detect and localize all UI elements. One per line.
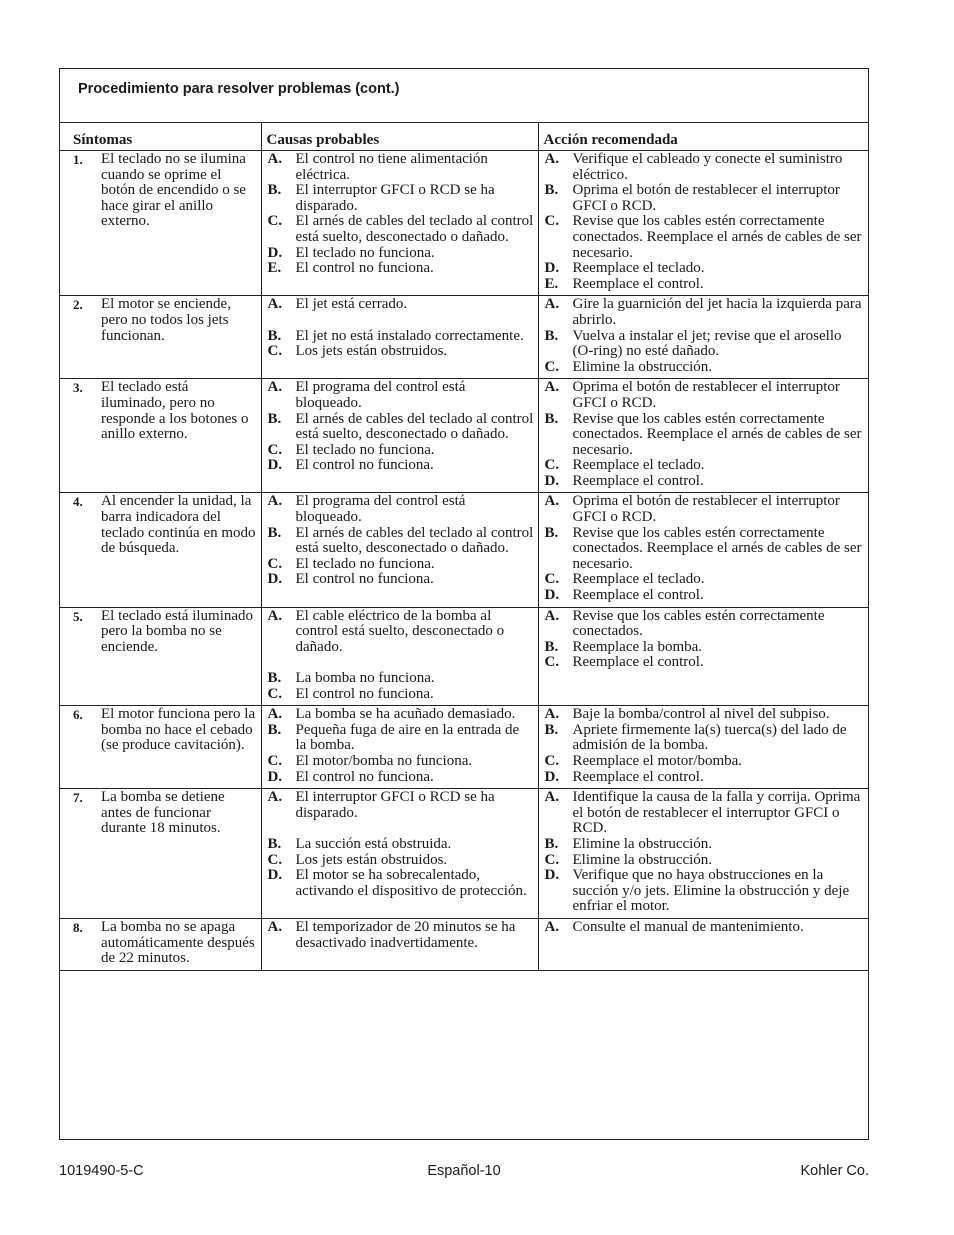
item-text: El teclado no funciona. xyxy=(295,555,435,572)
item-letter: A. xyxy=(267,607,283,624)
action-item xyxy=(545,790,865,837)
item-text: El cable eléctrico de la bomba al control está suelto, desconectado o dañado. xyxy=(295,607,505,655)
cause-item xyxy=(268,494,534,525)
cause-item xyxy=(268,868,534,899)
action-item xyxy=(545,920,865,936)
item-letter: A. xyxy=(544,607,560,624)
action-cell xyxy=(538,493,868,607)
item-text: Pequeña fuga de aire en la entrada de la bomba. xyxy=(295,721,520,754)
item-text: Oprima el botón de restablecer el interruptor GFCI o RCD. xyxy=(572,379,840,411)
symptom-text: El teclado está iluminado, pero no responde a los botones o anillo externo. xyxy=(101,379,249,443)
item-text: El control no funciona. xyxy=(295,768,434,785)
item-text: Los jets están obstruidos. xyxy=(295,343,448,360)
symptom-number: 7. xyxy=(73,790,83,806)
action-item xyxy=(545,214,865,261)
header-causes: Causas probables xyxy=(261,123,538,151)
item-text: Reemplace el teclado. xyxy=(572,457,705,474)
cause-item xyxy=(268,920,534,951)
cause-item xyxy=(268,412,534,443)
item-letter: C. xyxy=(544,851,560,868)
action-item xyxy=(545,360,865,376)
table-empty-row xyxy=(60,970,868,1025)
item-text: Reemplace la bomba. xyxy=(572,638,703,655)
cause-item xyxy=(268,183,534,214)
troubleshooting-table xyxy=(60,122,868,1025)
cause-cell xyxy=(261,151,538,296)
symptom-number: 4. xyxy=(73,494,83,510)
item-letter: C. xyxy=(544,213,560,230)
item-letter: B. xyxy=(544,524,559,541)
cause-cell xyxy=(261,379,538,493)
table-empty-cell xyxy=(60,970,868,1025)
item-text: El programa del control está bloqueado. xyxy=(295,379,466,411)
table-header-row xyxy=(60,123,868,151)
cause-item xyxy=(268,297,534,313)
item-text: Reemplace el teclado. xyxy=(572,571,705,588)
action-item xyxy=(545,297,865,328)
item-letter: D. xyxy=(544,472,560,489)
item-text: Revise que los cables estén correctamente conectados. Reemplace el arnés de cables de ser necesario. xyxy=(572,524,862,572)
footer-doc-number: 1019490-5-C xyxy=(59,1163,144,1179)
item-letter: A. xyxy=(267,918,283,935)
symptom-cell xyxy=(60,706,261,789)
action-item xyxy=(545,770,865,786)
item-text: Identifique la causa de la falla y corrija. Oprima el botón de restablecer el interruptor GFCI o RCD. xyxy=(572,789,861,837)
symptom-text: El teclado no se ilumina cuando se oprime el botón de encendido o se hace girar el anillo externo. xyxy=(101,151,246,230)
cause-item xyxy=(268,344,534,360)
action-item xyxy=(545,329,865,360)
item-letter: A. xyxy=(544,493,560,510)
item-text: El teclado no funciona. xyxy=(295,441,435,458)
item-letter: B. xyxy=(544,835,559,852)
action-cell xyxy=(538,296,868,379)
item-letter: C. xyxy=(267,851,283,868)
table-row xyxy=(60,493,868,607)
item-letter: D. xyxy=(267,571,283,588)
cause-item xyxy=(268,443,534,459)
table-row xyxy=(60,151,868,296)
cause-item xyxy=(268,837,534,853)
item-letter: D. xyxy=(544,768,560,785)
item-letter: C. xyxy=(267,555,283,572)
cause-item xyxy=(268,609,534,656)
action-item xyxy=(545,526,865,573)
action-item xyxy=(545,474,865,490)
item-letter: D. xyxy=(267,867,283,884)
item-text: Elimine la obstrucción. xyxy=(572,851,713,868)
item-letter: A. xyxy=(267,379,283,396)
item-text: Reemplace el control. xyxy=(572,654,704,671)
item-letter: D. xyxy=(544,587,560,604)
item-letter: A. xyxy=(544,296,560,313)
item-letter: B. xyxy=(267,721,282,738)
item-letter: C. xyxy=(544,752,560,769)
cause-item xyxy=(268,754,534,770)
action-item xyxy=(545,754,865,770)
item-text: Oprima el botón de restablecer el interruptor GFCI o RCD. xyxy=(572,493,840,526)
symptom-cell xyxy=(60,789,261,919)
page-footer xyxy=(59,1163,869,1183)
item-letter: C. xyxy=(267,441,283,458)
cause-item xyxy=(268,557,534,573)
action-item xyxy=(545,868,865,915)
header-symptoms: Síntomas xyxy=(60,123,261,151)
item-text: La succión está obstruida. xyxy=(295,835,452,852)
cause-item xyxy=(268,707,534,723)
item-text: Reemplace el control. xyxy=(572,472,704,489)
item-letter: B. xyxy=(544,721,559,738)
symptom-text: La bomba se detiene antes de funcionar durante 18 minutos. xyxy=(101,789,225,837)
item-letter: E. xyxy=(267,260,282,277)
cause-item xyxy=(268,214,534,245)
item-text: Reemplace el teclado. xyxy=(572,260,705,277)
action-cell xyxy=(538,151,868,296)
table-row xyxy=(60,918,868,970)
action-item xyxy=(545,277,865,293)
item-letter: A. xyxy=(544,918,560,935)
action-cell xyxy=(538,706,868,789)
item-letter: B. xyxy=(544,182,559,199)
section-title: Procedimiento para resolver problemas (cont.) xyxy=(78,81,400,97)
item-letter: C. xyxy=(267,685,283,702)
item-text: El control no tiene alimentación eléctrica. xyxy=(295,151,488,183)
action-item xyxy=(545,853,865,869)
item-text: El jet está cerrado. xyxy=(295,296,408,313)
cause-cell xyxy=(261,296,538,379)
symptom-text: El teclado está iluminado pero la bomba no se enciende. xyxy=(101,607,254,655)
item-letter: A. xyxy=(267,296,283,313)
item-text: Reemplace el control. xyxy=(572,275,704,292)
item-text: Baje la bomba/control al nivel del subpiso. xyxy=(572,706,830,723)
line-spacer xyxy=(268,313,534,329)
item-letter: A. xyxy=(267,493,283,510)
item-letter: B. xyxy=(267,524,282,541)
action-item xyxy=(545,609,865,640)
item-letter: A. xyxy=(267,789,283,806)
action-item xyxy=(545,183,865,214)
symptom-text: El motor se enciende, pero no todos los jets funcionan. xyxy=(101,296,231,344)
action-item xyxy=(545,412,865,459)
item-letter: D. xyxy=(267,768,283,785)
item-letter: A. xyxy=(267,706,283,723)
action-cell xyxy=(538,789,868,919)
item-letter: A. xyxy=(544,151,560,167)
item-text: Reemplace el control. xyxy=(572,768,704,785)
cause-item xyxy=(268,790,534,821)
item-text: El control no funciona. xyxy=(295,685,434,702)
line-spacer xyxy=(268,821,534,837)
cause-item xyxy=(268,261,534,277)
item-text: Oprima el botón de restablecer el interruptor GFCI o RCD. xyxy=(572,182,840,214)
table-body xyxy=(60,151,868,971)
cause-cell xyxy=(261,706,538,789)
item-text: El motor/bomba no funciona. xyxy=(295,752,473,769)
symptom-text: El motor funciona pero la bomba no hace el cebado (se produce cavitación). xyxy=(101,706,256,754)
item-text: El arnés de cables del teclado al control está suelto, desconectado o dañado. xyxy=(295,213,534,245)
troubleshooting-panel xyxy=(59,68,869,1140)
item-letter: C. xyxy=(267,213,283,230)
item-letter: B. xyxy=(267,835,282,852)
item-text: Reemplace el control. xyxy=(572,587,704,604)
item-letter: D. xyxy=(267,244,283,261)
action-item xyxy=(545,640,865,656)
item-text: El programa del control está bloqueado. xyxy=(295,493,466,526)
cause-item xyxy=(268,380,534,411)
header-actions: Acción recomendada xyxy=(538,123,868,151)
table-row xyxy=(60,379,868,493)
item-letter: C. xyxy=(544,654,560,671)
item-text: Consulte el manual de mantenimiento. xyxy=(572,918,804,935)
item-letter: E. xyxy=(544,275,559,292)
item-letter: C. xyxy=(267,752,283,769)
action-cell xyxy=(538,918,868,970)
symptom-cell xyxy=(60,918,261,970)
symptom-number: 3. xyxy=(73,380,83,396)
item-letter: C. xyxy=(544,571,560,588)
cause-item xyxy=(268,770,534,786)
cause-item xyxy=(268,152,534,183)
item-text: Los jets están obstruidos. xyxy=(295,851,448,868)
item-letter: A. xyxy=(544,706,560,723)
item-text: El control no funciona. xyxy=(295,457,434,474)
cause-item xyxy=(268,329,534,345)
symptom-number: 5. xyxy=(73,608,83,624)
action-cell xyxy=(538,379,868,493)
symptom-cell xyxy=(60,379,261,493)
item-letter: A. xyxy=(267,151,283,167)
action-item xyxy=(545,380,865,411)
item-letter: A. xyxy=(544,379,560,396)
item-text: El motor se ha sobrecalentado, activando el dispositivo de protección. xyxy=(295,867,527,899)
item-letter: B. xyxy=(267,670,282,686)
symptom-number: 8. xyxy=(73,919,83,935)
symptom-cell xyxy=(60,296,261,379)
table-body-filler xyxy=(60,970,868,1025)
item-text: El temporizador de 20 minutos se ha desactivado inadvertidamente. xyxy=(295,918,516,951)
item-text: El arnés de cables del teclado al control está suelto, desconectado o dañado. xyxy=(295,524,534,557)
item-text: Elimine la obstrucción. xyxy=(572,358,713,375)
table-row xyxy=(60,789,868,919)
footer-page-number: Español-10 xyxy=(427,1163,501,1179)
item-letter: D. xyxy=(544,867,560,884)
action-item xyxy=(545,152,865,183)
item-letter: C. xyxy=(544,457,560,474)
symptom-number: 1. xyxy=(73,152,83,167)
action-item xyxy=(545,588,865,604)
action-item xyxy=(545,261,865,277)
item-text: Verifique el cableado y conecte el suministro eléctrico. xyxy=(572,151,843,183)
item-text: Reemplace el motor/bomba. xyxy=(572,752,743,769)
item-letter: B. xyxy=(544,410,559,427)
symptom-number: 6. xyxy=(73,707,83,723)
action-item xyxy=(545,572,865,588)
item-text: Revise que los cables estén correctamente conectados. Reemplace el arnés de cables de ser necesario. xyxy=(572,213,862,261)
item-letter: B. xyxy=(267,182,282,199)
symptom-text: Al encender la unidad, la barra indicadora del teclado continúa en modo de búsqueda. xyxy=(101,493,256,557)
table-row xyxy=(60,706,868,789)
action-item xyxy=(545,458,865,474)
cause-cell xyxy=(261,493,538,607)
item-text: Elimine la obstrucción. xyxy=(572,835,713,852)
cause-item xyxy=(268,526,534,557)
action-item xyxy=(545,837,865,853)
cause-item xyxy=(268,458,534,474)
item-text: El interruptor GFCI o RCD se ha disparado. xyxy=(295,789,495,821)
item-letter: B. xyxy=(544,638,559,655)
item-text: Vuelva a instalar el jet; revise que el arosello (O-ring) no esté dañado. xyxy=(572,327,842,360)
cause-cell xyxy=(261,918,538,970)
action-cell xyxy=(538,607,868,706)
cause-cell xyxy=(261,789,538,919)
line-spacer xyxy=(268,655,534,671)
item-text: El arnés de cables del teclado al control está suelto, desconectado o dañado. xyxy=(295,410,534,443)
item-letter: B. xyxy=(544,327,559,344)
item-text: El control no funciona. xyxy=(295,260,434,277)
cause-cell xyxy=(261,607,538,706)
item-letter: A. xyxy=(544,789,560,806)
item-text: Apriete firmemente la(s) tuerca(s) del lado de admisión de la bomba. xyxy=(572,721,847,754)
symptom-cell xyxy=(60,607,261,706)
item-letter: B. xyxy=(267,327,282,344)
footer-company: Kohler Co. xyxy=(800,1163,869,1179)
item-text: Gire la guarnición del jet hacia la izquierda para abrirlo. xyxy=(572,296,862,328)
action-item xyxy=(545,723,865,754)
item-text: La bomba no funciona. xyxy=(295,670,435,686)
item-text: El teclado no funciona. xyxy=(295,244,435,261)
item-text: El jet no está instalado correctamente. xyxy=(295,327,524,344)
item-text: La bomba se ha acuñado demasiado. xyxy=(295,706,516,723)
item-text: Verifique que no haya obstrucciones en la succión y/o jets. Elimine la obstrucción y deje enfriar el motor. xyxy=(572,867,850,915)
cause-item xyxy=(268,723,534,754)
table-row xyxy=(60,296,868,379)
item-letter: C. xyxy=(544,358,560,375)
action-item xyxy=(545,707,865,723)
item-text: Revise que los cables estén correctamente conectados. xyxy=(572,607,825,640)
cause-item xyxy=(268,671,534,687)
symptom-cell xyxy=(60,493,261,607)
action-item xyxy=(545,494,865,525)
item-letter: C. xyxy=(267,343,283,360)
cause-item xyxy=(268,572,534,588)
symptom-cell xyxy=(60,151,261,296)
item-text: El interruptor GFCI o RCD se ha disparado. xyxy=(295,182,495,214)
symptom-text: La bomba no se apaga automáticamente después de 22 minutos. xyxy=(101,918,255,967)
cause-item xyxy=(268,246,534,262)
item-letter: D. xyxy=(267,457,283,474)
item-letter: D. xyxy=(544,260,560,277)
item-text: Revise que los cables estén correctamente conectados. Reemplace el arnés de cables de ser necesario. xyxy=(572,410,862,458)
item-letter: B. xyxy=(267,410,282,427)
symptom-number: 2. xyxy=(73,297,83,313)
cause-item xyxy=(268,853,534,869)
cause-item xyxy=(268,687,534,703)
action-item xyxy=(545,655,865,671)
item-text: El control no funciona. xyxy=(295,571,434,588)
table-row xyxy=(60,607,868,706)
